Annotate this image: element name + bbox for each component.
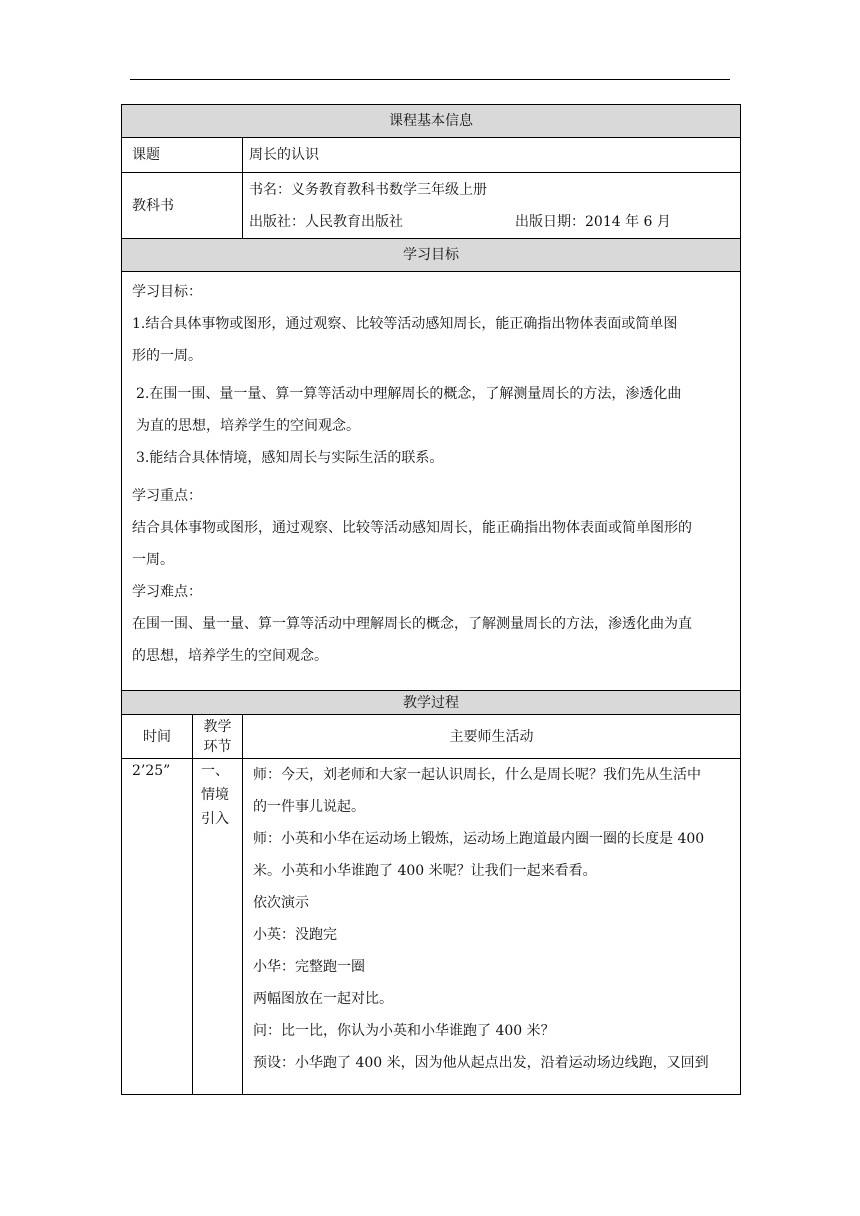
publication-row [249, 206, 740, 238]
goal-2-line-2: 为直的思想，培养学生的空间观念。 [136, 418, 360, 434]
publication-date: 出版日期：2014 年 6 月 [515, 213, 671, 230]
activity-line: 米。小英和小华谁跑了 400 米呢？让我们一起来看看。 [253, 863, 597, 879]
goal-1-line-1: 1.结合具体事物或图形，通过观察、比较等活动感知周长，能正确指出物体表面或简单图 [132, 316, 678, 332]
process-header: 教学过程 [122, 691, 741, 715]
topic-value: 周长的认识 [243, 138, 741, 173]
course-info-header: 课程基本信息 [122, 105, 741, 138]
difficulty-line-2: 的思想，培养学生的空间观念。 [132, 648, 328, 664]
objectives-header: 学习目标 [122, 239, 741, 272]
difficulty-line-1: 在围一围、量一量、算一算等活动中理解周长的概念，了解测量周长的方法，渗透化曲为直 [132, 616, 692, 632]
goals-heading: 学习目标： [132, 284, 202, 300]
key-points-line-1: 结合具体事物或图形，通过观察、比较等活动感知周长，能正确指出物体表面或简单图形的 [132, 520, 692, 536]
objectives-content [122, 272, 741, 691]
stage-column-header: 教学环节 [193, 715, 243, 759]
activity-line: 的一件事儿说起。 [253, 799, 365, 815]
activity-line: 两幅图放在一起对比。 [253, 991, 393, 1007]
goal-2-line-1: 2.在围一围、量一量、算一算等活动中理解周长的概念，了解测量周长的方法，渗透化曲 [136, 386, 682, 402]
key-points-line-2: 一周。 [132, 552, 174, 568]
lesson-plan-table [121, 104, 741, 1095]
key-points-heading: 学习重点： [132, 488, 202, 504]
activity-line: 师：今天，刘老师和大家一起认识周长，什么是周长呢？我们先从生活中 [253, 767, 701, 783]
header-rule [130, 79, 730, 80]
activity-line: 问：比一比，你认为小英和小华谁跑了 400 米？ [253, 1023, 555, 1039]
goal-1-line-2: 形的一周。 [132, 348, 202, 364]
activity-line: 预设：小华跑了 400 米，因为他从起点出发，沿着运动场边线跑，又回到 [253, 1055, 709, 1071]
row-stage: 一、情境引入 [193, 759, 243, 1095]
activity-line: 小华：完整跑一圈 [253, 959, 365, 975]
activity-content [243, 759, 741, 1095]
book-name: 书名：义务教育教科书数学三年级上册 [249, 181, 487, 198]
activity-line: 小英：没跑完 [253, 927, 337, 943]
row-time: 2’25” [122, 759, 193, 1095]
activity-line: 依次演示 [253, 895, 309, 911]
goal-3: 3.能结合具体情境，感知周长与实际生活的联系。 [136, 450, 444, 466]
topic-label: 课题 [122, 138, 243, 173]
activity-line: 师：小英和小华在运动场上锻炼，运动场上跑道最内圈一圈的长度是 400 [253, 831, 705, 847]
time-column-header: 时间 [122, 715, 193, 759]
publisher: 出版社：人民教育出版社 [249, 213, 403, 230]
activity-column-header: 主要师生活动 [243, 715, 741, 759]
difficulty-heading: 学习难点： [132, 584, 202, 600]
textbook-details [243, 173, 741, 239]
textbook-label: 教科书 [122, 173, 243, 239]
